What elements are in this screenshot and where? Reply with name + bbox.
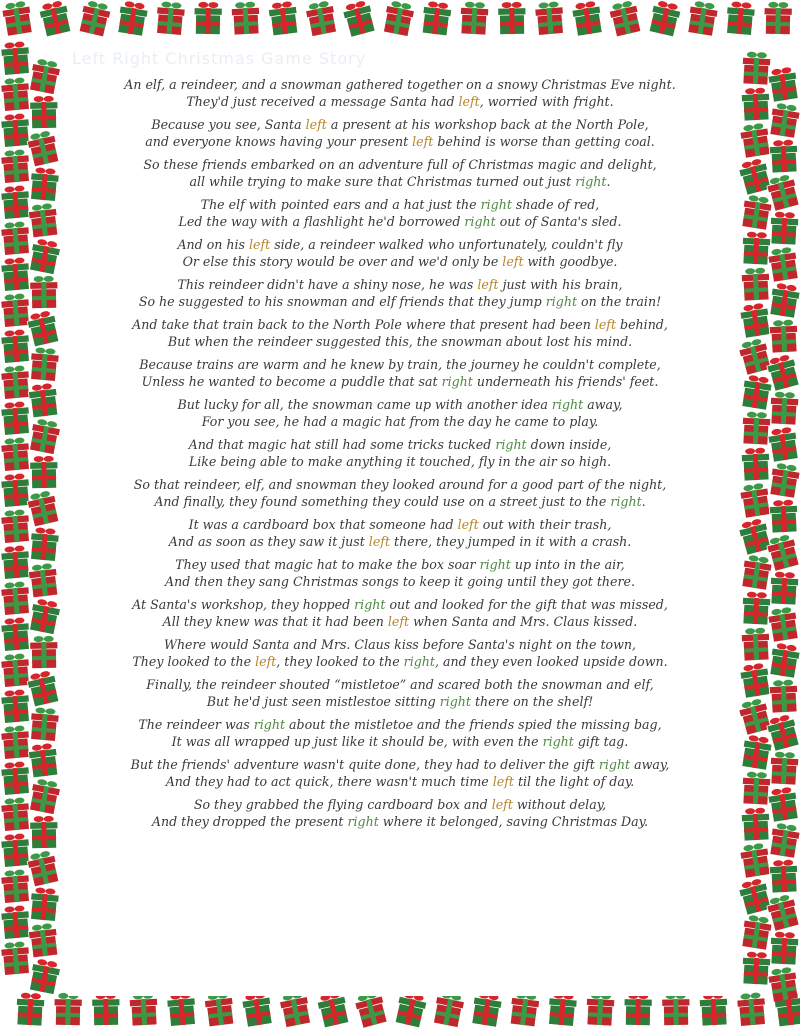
gift-box-icon (662, 993, 691, 1025)
story-line: Led the way with a flashlight he'd borrowed right out of Santa's sled. (178, 214, 622, 229)
story-line: So they grabbed the flying cardboard box and left without delay, (193, 797, 607, 812)
stanza (68, 436, 732, 470)
left-keyword: left (249, 237, 271, 252)
right-keyword: right (479, 557, 511, 572)
gift-box-icon (767, 606, 800, 642)
gift-box-icon (26, 669, 60, 706)
gift-box-icon (0, 113, 31, 147)
gift-box-icon (129, 992, 159, 1025)
left-keyword: left (502, 254, 524, 269)
gift-box-icon (26, 849, 60, 886)
gift-box-icon (0, 473, 31, 507)
gift-box-icon (28, 778, 62, 815)
right-keyword: right (495, 437, 527, 452)
gift-box-icon (0, 329, 31, 363)
gift-box-icon (741, 231, 771, 264)
gift-box-icon (0, 545, 31, 579)
right-keyword: right (545, 294, 578, 309)
right-keyword: right (542, 734, 574, 749)
gift-box-icon (739, 842, 772, 878)
gift-box-icon (741, 771, 771, 804)
story-line: But when the reindeer suggested this, the snowman about lost his mind. (167, 334, 633, 349)
gift-box-icon (204, 991, 236, 1026)
gift-box-icon (116, 0, 149, 36)
gift-box-icon (29, 887, 60, 921)
gift-box-icon (29, 347, 60, 381)
left-keyword: left (491, 797, 513, 812)
gift-box-icon (459, 1, 489, 34)
gift-box-icon (194, 2, 223, 34)
left-keyword: left (412, 134, 434, 149)
stanza (68, 636, 732, 670)
gift-box-icon (0, 797, 31, 831)
gift-box-icon (725, 1, 756, 35)
right-keyword: right (354, 597, 386, 612)
stanza (68, 556, 732, 590)
gift-box-icon (547, 992, 578, 1026)
gift-box-icon (768, 642, 800, 678)
gift-box-icon (741, 591, 771, 624)
gift-box-icon (767, 966, 800, 1002)
stanza (68, 476, 732, 510)
story-title: Left Right Christmas Game Story (72, 49, 367, 68)
gift-box-icon (92, 993, 121, 1025)
gift-box-icon (769, 931, 799, 964)
right-keyword: right (610, 494, 642, 509)
gift-box-icon (0, 941, 31, 975)
gift-box-icon (769, 211, 799, 244)
story-line: All they knew was that it had been left when Santa and Mrs. Claus kissed. (162, 614, 638, 629)
gift-box-icon (304, 0, 338, 36)
gift-box-icon (769, 391, 799, 424)
left-keyword: left (255, 654, 277, 669)
gift-box-icon (0, 365, 31, 399)
stanza (68, 796, 732, 830)
gift-box-icon (737, 877, 772, 915)
left-keyword: left (457, 517, 479, 532)
right-keyword: right (441, 374, 473, 389)
gift-box-icon (739, 662, 772, 698)
stanza (68, 396, 732, 430)
story-line: For you see, he had a magic hat from the day he came to play. (201, 414, 599, 429)
stanza (68, 236, 732, 270)
gift-box-icon (767, 426, 800, 462)
story-line: And that magic hat still had some tricks tucked right down inside, (188, 437, 612, 452)
gift-box-icon (26, 129, 60, 166)
gift-box-icon (699, 992, 729, 1025)
gift-box-icon (741, 951, 771, 984)
gift-box-icon (741, 807, 771, 840)
gift-box-icon (740, 194, 773, 230)
stanza (68, 196, 732, 230)
gift-box-icon (769, 499, 799, 532)
story-line: and everyone knows having your present left behind is worse than getting coal. (145, 134, 655, 149)
story-line: It was a cardboard box that someone had left out with their trash, (188, 517, 612, 532)
gift-box-icon (768, 102, 800, 138)
gift-box-icon (241, 991, 274, 1027)
gift-box-icon (0, 725, 31, 759)
gift-box-icon (28, 598, 62, 635)
story-line: They'd just received a message Santa had left, worried with fright. (186, 94, 614, 109)
left-keyword: left (492, 774, 514, 789)
left-keyword: left (477, 277, 499, 292)
gift-box-icon (0, 77, 31, 111)
story-line: And take that train back to the North Pole where that present had been left behind, (132, 317, 668, 332)
gift-box-icon (737, 337, 772, 375)
gift-box-icon (740, 734, 773, 770)
gift-box-icon (739, 482, 772, 518)
gift-box-icon (0, 833, 31, 867)
gift-box-icon (534, 1, 565, 35)
stanza (68, 76, 732, 110)
gift-box-icon (509, 991, 541, 1026)
stanza (68, 156, 732, 190)
right-keyword: right (253, 717, 286, 732)
story-line: It was all wrapped up just like it should be, with even the right gift tag. (171, 734, 629, 749)
gift-box-icon (0, 149, 31, 183)
stanza (68, 356, 732, 390)
story-line: But the friends' adventure wasn't quite done, they had to deliver the gift right away, (130, 757, 670, 772)
story-line: This reindeer didn't have a shiny nose, he was left just with his brain, (177, 277, 623, 292)
left-keyword: left (305, 117, 327, 132)
gift-box-icon (28, 742, 60, 777)
gift-box-icon (498, 2, 527, 34)
gift-box-icon (737, 157, 772, 195)
right-keyword: right (439, 694, 471, 709)
gift-box-icon (15, 992, 45, 1025)
gift-box-icon (28, 958, 62, 995)
gift-box-icon (268, 0, 300, 35)
gift-box-icon (769, 859, 799, 892)
story-line: So that reindeer, elf, and snowman they looked around for a good part of the night, (133, 477, 667, 492)
right-keyword: right (575, 174, 607, 189)
story-line: Like being able to make anything it touched, fly in the air so high. (188, 454, 612, 469)
gift-box-icon (767, 246, 800, 282)
gift-box-icon (30, 96, 59, 128)
gift-box-icon (740, 914, 773, 950)
gift-box-icon (768, 282, 800, 318)
gift-box-icon (739, 122, 772, 158)
story-line: Or else this story would be over and we'd only be left with goodbye. (182, 254, 618, 269)
gift-box-icon (28, 382, 60, 417)
gift-box-icon (341, 0, 376, 37)
gift-box-icon (29, 707, 60, 741)
gift-box-icon (769, 751, 799, 784)
right-keyword: right (347, 814, 379, 829)
gift-box-icon (382, 0, 416, 36)
gift-box-icon (648, 0, 682, 37)
gift-box-icon (737, 517, 772, 555)
gift-box-icon (0, 869, 31, 903)
story-line: And then they sang Christmas songs to keep it going until they got there. (165, 574, 635, 589)
stanza (68, 516, 732, 550)
right-keyword: right (480, 197, 512, 212)
gift-box-icon (29, 527, 60, 561)
gift-box-icon (28, 562, 60, 597)
stanza (68, 276, 732, 310)
gift-box-icon (769, 571, 799, 604)
story-line: And they had to act quick, there wasn't much time left til the light of day. (165, 774, 635, 789)
story-line: They used that magic hat to make the box soar right up into in the air, (175, 557, 625, 572)
gift-box-icon (30, 816, 59, 848)
gift-box-icon (0, 689, 31, 723)
gift-box-icon (764, 2, 793, 34)
gift-box-icon (739, 302, 772, 338)
gift-box-icon (421, 0, 453, 35)
gift-box-icon (28, 202, 60, 237)
gift-box-icon (26, 309, 60, 346)
gift-box-icon (768, 822, 800, 858)
stanza (68, 716, 732, 750)
gift-box-icon (38, 0, 72, 37)
gift-box-icon (767, 786, 800, 822)
gift-box-icon (608, 0, 642, 37)
story-stanzas (68, 76, 732, 830)
story-line: Where would Santa and Mrs. Claus kiss before Santa's night on the town, (164, 637, 636, 652)
gift-box-icon (767, 66, 800, 102)
gift-box-icon (155, 1, 186, 35)
gift-box-icon (737, 697, 772, 735)
gift-box-icon (624, 993, 653, 1025)
story-line: The elf with pointed ears and a hat just the right shade of red, (200, 197, 600, 212)
story-line: But he'd just seen mistlestoe sitting right there on the shelf! (206, 694, 594, 709)
gift-box-icon (0, 653, 31, 687)
stanza (68, 116, 732, 150)
stanza (68, 596, 732, 630)
gift-box-icon (28, 922, 60, 957)
gift-box-icon (30, 276, 59, 308)
story-line: Unless he wanted to become a puddle that sat right underneath his friends' feet. (141, 374, 659, 389)
story-line: And they dropped the present right where it belonged, saving Christmas Day. (151, 814, 649, 829)
gift-box-icon (26, 489, 60, 526)
gift-box-icon (30, 636, 59, 668)
right-keyword: right (598, 757, 631, 772)
gift-box-icon (0, 293, 31, 327)
gift-box-icon (28, 58, 62, 95)
story-line: And as soon as they saw it just left there, they jumped in it with a crash. (168, 534, 632, 549)
gift-box-icon (741, 411, 771, 444)
gift-box-icon (29, 167, 60, 201)
gift-box-icon (1, 0, 34, 36)
right-keyword: right (464, 214, 496, 229)
stanza (68, 316, 732, 350)
gift-box-icon (741, 87, 771, 120)
story-line: They looked to the left, they looked to the right, and they even looked upside down. (132, 654, 668, 669)
gift-box-icon (278, 991, 312, 1028)
gift-box-icon (0, 905, 31, 939)
gift-box-icon (28, 418, 62, 455)
story-line: all while trying to make sure that Christmas turned out just right. (189, 174, 611, 189)
gift-box-icon (78, 0, 112, 37)
gift-box-icon (741, 51, 771, 84)
left-keyword: left (594, 317, 617, 332)
gift-box-icon (769, 139, 799, 172)
stanza (68, 756, 732, 790)
gift-box-icon (0, 509, 31, 543)
gift-box-icon (740, 374, 773, 410)
gift-box-icon (166, 992, 197, 1026)
gift-box-icon (54, 993, 83, 1025)
story-line: Because you see, Santa left a present at his workshop back at the North Pole, (151, 117, 649, 132)
gift-box-icon (28, 238, 62, 275)
gift-box-icon (231, 1, 261, 34)
gift-box-icon (0, 401, 31, 435)
gift-box-icon (30, 456, 59, 488)
gift-box-icon (571, 0, 604, 36)
story-area (68, 46, 732, 996)
left-keyword: left (458, 94, 480, 109)
gift-box-icon (0, 221, 31, 255)
gift-box-icon (740, 554, 773, 590)
story-line: An elf, a reindeer, and a snowman gathered together on a snowy Christmas Eve night. (124, 77, 676, 92)
gift-box-icon (741, 447, 771, 480)
left-keyword: left (368, 534, 390, 549)
gift-box-icon (0, 437, 31, 471)
gift-box-icon (736, 992, 767, 1026)
gift-box-icon (741, 627, 771, 660)
gift-box-icon (769, 319, 799, 352)
story-line: Finally, the reindeer shouted “mistletoe” and scared both the snowman and elf, (146, 677, 654, 692)
story-line: So these friends embarked on an adventure full of Christmas magic and delight, (143, 157, 657, 172)
left-keyword: left (387, 614, 410, 629)
stanza (68, 676, 732, 710)
story-line: At Santa's workshop, they hopped right out and looked for the gift that was missed, (132, 597, 668, 612)
right-keyword: right (551, 397, 584, 412)
story-line: The reindeer was right about the mistletoe and the friends spied the missing bag, (138, 717, 662, 732)
right-keyword: right (403, 654, 435, 669)
gift-box-icon (686, 0, 719, 36)
story-line: Because trains are warm and he knew by train, the journey he couldn't complete, (139, 357, 661, 372)
gift-box-icon (0, 761, 31, 795)
gift-box-icon (0, 41, 31, 75)
gift-box-icon (769, 679, 799, 712)
gift-box-icon (741, 267, 771, 300)
gift-box-icon (585, 992, 615, 1025)
story-line: And finally, they found something they could use on a street just to the right. (154, 494, 646, 509)
gift-box-icon (470, 991, 503, 1027)
gift-box-icon (0, 581, 31, 615)
story-line: So he suggested to his snowman and elf friends that they jump right on the train! (138, 294, 662, 309)
gift-box-icon (0, 185, 31, 219)
gift-box-icon (0, 617, 31, 651)
story-line: And on his left side, a reindeer walked who unfortunately, couldn't fly (177, 237, 623, 252)
story-line: But lucky for all, the snowman came up with another idea right away, (177, 397, 623, 412)
gift-box-icon (0, 257, 31, 291)
gift-box-icon (432, 991, 466, 1028)
gift-box-icon (768, 462, 800, 498)
